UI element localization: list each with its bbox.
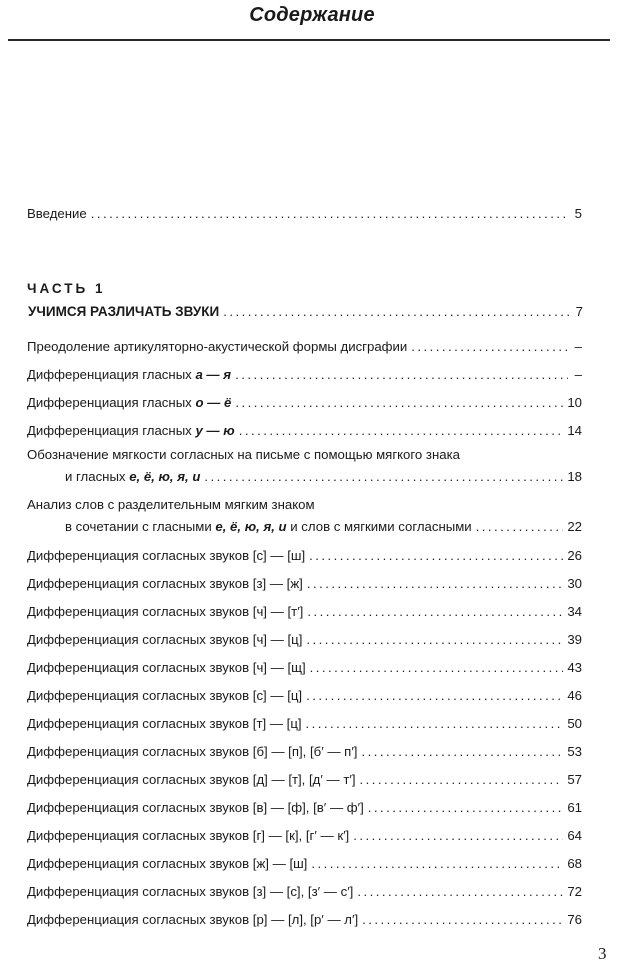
toc-entry-page: 46	[567, 688, 582, 703]
toc-entry[interactable]	[27, 338, 582, 355]
toc-entry-page: 76	[567, 912, 582, 927]
toc-entry-page: 30	[567, 576, 582, 591]
toc-entry[interactable]	[27, 883, 582, 900]
toc-entry-page: 26	[567, 548, 582, 563]
dot-leader	[307, 603, 563, 620]
dot-leader	[353, 827, 563, 844]
dot-leader	[91, 205, 568, 222]
dot-leader	[306, 631, 563, 648]
toc-entry[interactable]	[27, 631, 582, 648]
toc-entry-page: 68	[567, 856, 582, 871]
header-divider	[8, 39, 610, 41]
toc-entry[interactable]	[65, 468, 582, 485]
toc-entry-label: Дифференциация согласных звуков [г] — [к], [г′ — к′]	[27, 828, 350, 843]
toc-entry-page: 53	[567, 744, 582, 759]
toc-entry-label: Дифференциация согласных звуков [ч] — [ц]	[27, 632, 303, 647]
dot-leader	[306, 715, 564, 732]
part-title: УЧИМСЯ РАЗЛИЧАТЬ ЗВУКИ	[28, 304, 220, 319]
toc-entry-label: Дифференциация гласных о — ё	[27, 395, 232, 410]
page-title: Содержание	[249, 4, 375, 26]
dot-leader	[362, 911, 563, 928]
toc-entry-page: 10	[567, 395, 582, 410]
toc-entry[interactable]	[27, 687, 582, 704]
dot-leader	[309, 547, 563, 564]
dot-leader	[368, 799, 564, 816]
dot-leader	[307, 575, 564, 592]
toc-entry-label: Дифференциация согласных звуков [д] — [т], [д′ — т′]	[27, 772, 356, 787]
toc-entry[interactable]	[27, 799, 582, 816]
dot-leader	[311, 855, 563, 872]
dot-leader	[360, 771, 564, 788]
toc-entry[interactable]	[27, 911, 582, 928]
toc-entry[interactable]	[27, 855, 582, 872]
toc-entry-line1[interactable]: Анализ слов с разделительным мягким знаком	[27, 497, 315, 512]
toc-entry-label: Дифференциация согласных звуков [р] — [л], [р′ — л′]	[27, 912, 359, 927]
toc-entry-label: Дифференциация согласных звуков [в] — [ф], [в′ — ф′]	[27, 800, 364, 815]
toc-entry-page: 50	[567, 716, 582, 731]
dot-leader	[476, 518, 564, 535]
toc-entry[interactable]	[27, 394, 582, 411]
toc-entry[interactable]	[27, 715, 582, 732]
toc-entry[interactable]	[27, 575, 582, 592]
toc-entry-label: Дифференциация согласных звуков [з] — [ж]	[27, 576, 303, 591]
toc-entry[interactable]	[27, 603, 582, 620]
toc-entry-label: Дифференциация согласных звуков [ж] — [ш]	[27, 856, 308, 871]
toc-entry[interactable]	[65, 518, 582, 535]
toc-entry-page: –	[574, 367, 582, 382]
toc-entry[interactable]	[27, 366, 582, 383]
toc-entry-label: Преодоление артикуляторно-акустической формы дисграфии	[27, 339, 408, 354]
toc-entry[interactable]	[27, 659, 582, 676]
toc-entry-label: Дифференциация согласных звуков [с] — [ц]	[27, 688, 303, 703]
toc-entry-page: –	[574, 339, 582, 354]
dot-leader	[310, 659, 564, 676]
toc-entry-page: 64	[567, 828, 582, 843]
toc-entry-page: 61	[567, 800, 582, 815]
toc-entry-page: 39	[567, 632, 582, 647]
toc-entry-page: 5	[574, 206, 582, 221]
dot-leader	[235, 394, 563, 411]
toc-entry-label: Дифференциация согласных звуков [б] — [п], [б′ — п′]	[27, 744, 358, 759]
toc-entry-intro[interactable]	[27, 205, 582, 222]
toc-entry-page: 57	[567, 772, 582, 787]
toc-entry[interactable]	[27, 771, 582, 788]
dot-leader	[239, 422, 564, 439]
page-number: 3	[598, 944, 607, 963]
toc-entry-part-title[interactable]	[28, 303, 583, 320]
toc-entry[interactable]	[27, 547, 582, 564]
toc-entry-label: и гласных е, ё, ю, я, и	[65, 469, 201, 484]
part-label: ЧАСТЬ 1	[27, 281, 106, 296]
toc-entry-label: Дифференциация согласных звуков [ч] — [т′]	[27, 604, 304, 619]
dot-leader	[306, 687, 563, 704]
dot-leader	[235, 366, 568, 383]
toc-entry-label: Дифференциация гласных у — ю	[27, 423, 235, 438]
toc-entry-label: Дифференциация согласных звуков [с] — [ш]	[27, 548, 306, 563]
toc-entry-page: 18	[567, 469, 582, 484]
toc-entry[interactable]	[27, 743, 582, 760]
toc-entry-label: Дифференциация согласных звуков [з] — [с], [з′ — с′]	[27, 884, 354, 899]
toc-entry-label: Дифференциация гласных а — я	[27, 367, 232, 382]
toc-entry[interactable]	[27, 827, 582, 844]
dot-leader	[223, 303, 569, 320]
dot-leader	[361, 743, 563, 760]
dot-leader	[411, 338, 568, 355]
toc-entry-label: в сочетании с гласными е, ё, ю, я, и и слов с мягкими согласными	[65, 519, 472, 534]
toc-entry-label: Дифференциация согласных звуков [ч] — [щ]	[27, 660, 306, 675]
toc-entry-page: 72	[567, 884, 582, 899]
toc-entry-page: 34	[567, 604, 582, 619]
toc-entry[interactable]	[27, 422, 582, 439]
toc-entry-page: 7	[575, 304, 583, 319]
dot-leader	[204, 468, 563, 485]
toc-entry-label: Дифференциация согласных звуков [т] — [ц]	[27, 716, 302, 731]
toc-entry-label: Введение	[27, 206, 87, 221]
toc-entry-page: 22	[567, 519, 582, 534]
toc-entry-page: 14	[567, 423, 582, 438]
toc-entry-line1[interactable]: Обозначение мягкости согласных на письме с помощью мягкого знака	[27, 447, 460, 462]
dot-leader	[357, 883, 563, 900]
toc-entry-page: 43	[567, 660, 582, 675]
